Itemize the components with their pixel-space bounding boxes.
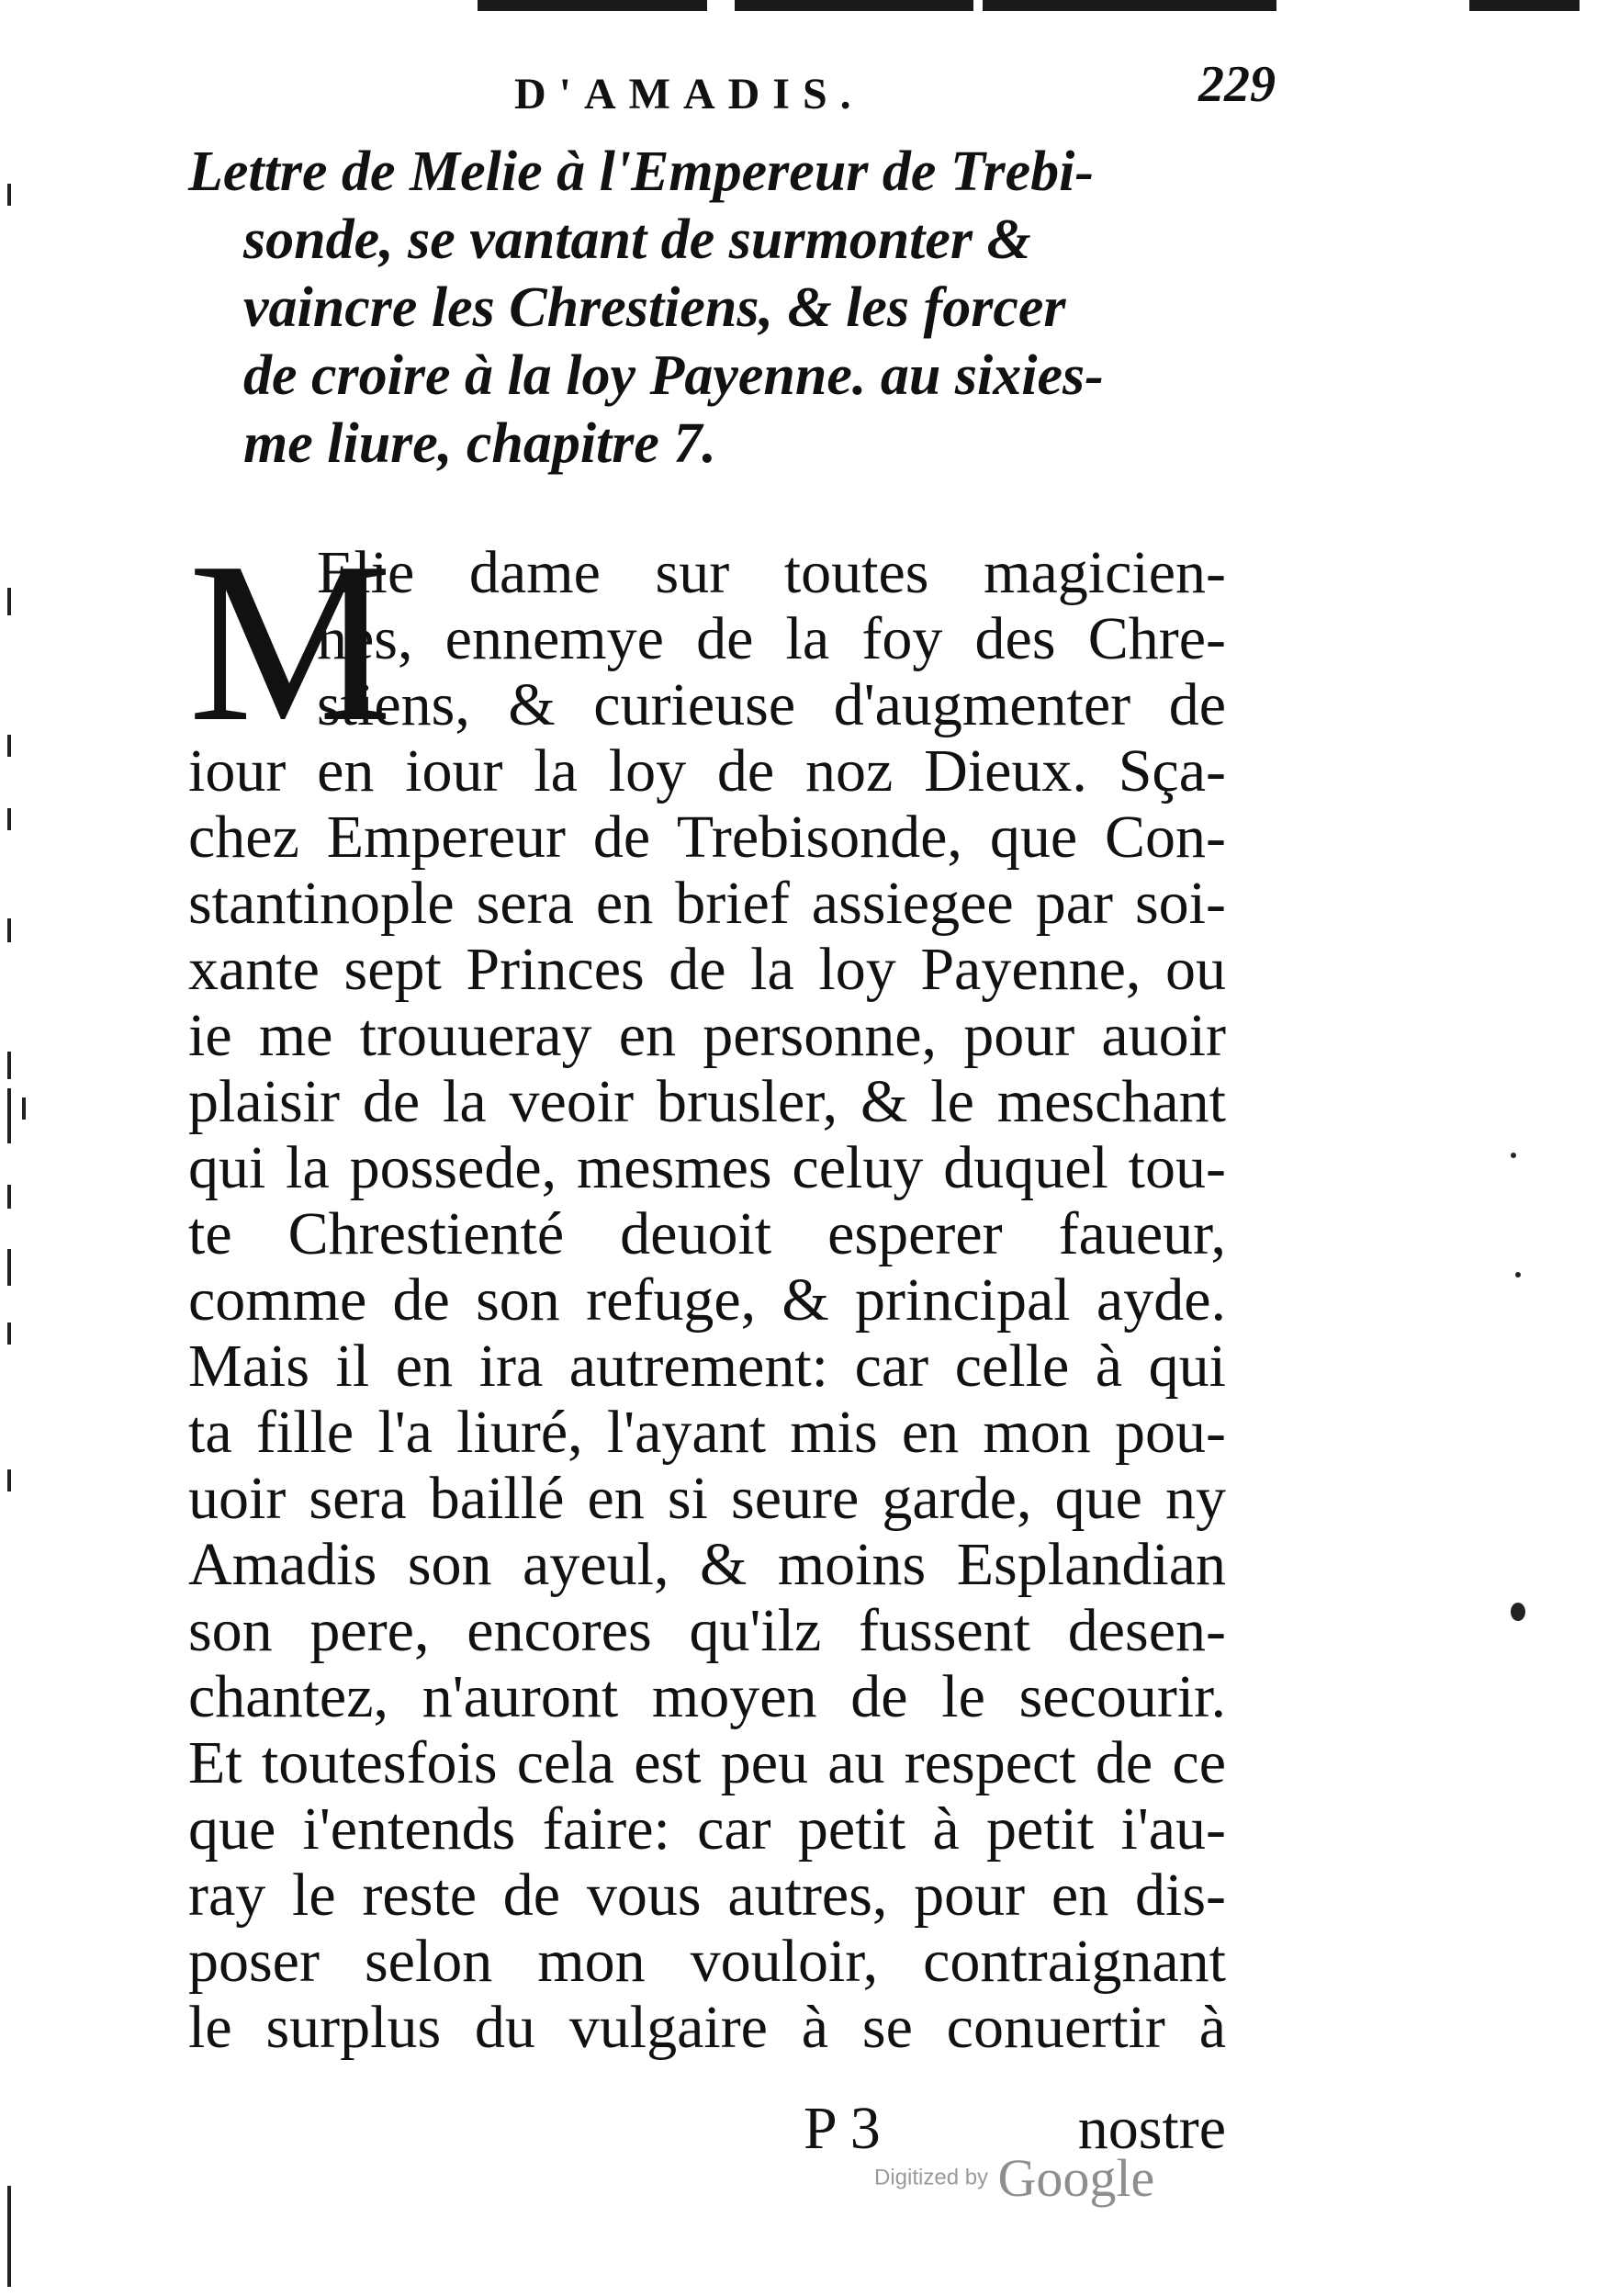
text-line: que i'entends faire: car petit à petit i'au- [188, 1795, 1226, 1863]
scan-artifact [1469, 0, 1580, 11]
text-line: Elie dame sur toutes magicien- [317, 539, 1226, 606]
text-line: ray le reste de vous autres, pour en dis- [188, 1862, 1226, 1929]
heading-line: me liure, chapitre 7. [243, 412, 716, 475]
letter-body [188, 515, 1226, 2061]
text-line: comme de son refuge, & principal ayde. [188, 1266, 1226, 1334]
text-line: qui la possede, mesmes celuy duquel tou- [188, 1134, 1226, 1201]
text-line: ta fille l'a liuré, l'ayant mis en mon pou- [188, 1399, 1226, 1466]
text-line: son pere, encores qu'ilz fussent desen- [188, 1597, 1226, 1664]
running-head: D'AMADIS. [514, 70, 864, 118]
margin-mark [7, 588, 11, 615]
margin-mark [7, 2186, 11, 2287]
drop-cap: M [188, 515, 393, 770]
margin-mark [7, 808, 11, 830]
text-line: stantinople sera en brief assiegee par soi- [188, 870, 1226, 937]
page-number: 229 [1198, 56, 1276, 113]
text-line: uoir sera baillé en si seure garde, que ny [188, 1465, 1226, 1532]
google-logo: Google [997, 2148, 1155, 2208]
text-line: nes, ennemye de la foy des Chre- [317, 605, 1226, 672]
margin-mark [7, 1052, 11, 1079]
text-line: stiens, & curieuse d'augmenter de [317, 671, 1226, 738]
scan-artifact [983, 0, 1276, 11]
text-line: chez Empereur de Trebisonde, que Con- [188, 804, 1226, 871]
heading-line: sonde, se vantant de surmonter & [243, 208, 1031, 271]
watermark-prefix: Digitized by [874, 2165, 989, 2190]
margin-mark [7, 1469, 11, 1491]
text-line: xante sept Princes de la loy Payenne, ou [188, 936, 1226, 1003]
text-line: poser selon mon vouloir, contraignant [188, 1928, 1226, 1995]
margin-speck [1511, 1603, 1525, 1621]
heading-line: Lettre de Melie à l'Empereur de Trebi- [188, 141, 1095, 203]
text-line: chantez, n'auront moyen de le secourir. [188, 1663, 1226, 1730]
margin-mark [7, 184, 11, 206]
scan-artifact [735, 0, 973, 11]
margin-mark [7, 735, 11, 757]
margin-speck [1511, 1153, 1516, 1158]
margin-mark [7, 1249, 11, 1286]
text-line: le surplus du vulgaire à se conuertir à [188, 1994, 1226, 2061]
signature-mark: P 3 [804, 2095, 881, 2162]
text-line: Mais il en ira autrement: car celle à qui [188, 1333, 1226, 1400]
margin-mark [7, 1088, 11, 1143]
text-line: iour en iour la loy de noz Dieux. Sça- [188, 737, 1226, 805]
text-line: ie me trouueray en personne, pour auoir [188, 1002, 1226, 1069]
margin-mark [22, 1097, 26, 1120]
text-line: Amadis son ayeul, & moins Esplandian [188, 1531, 1226, 1598]
heading-line: vaincre les Chrestiens, & les forcer [243, 276, 1066, 339]
text-line: Et toutesfois cela est peu au respect de ce [188, 1729, 1226, 1796]
margin-mark [7, 1322, 11, 1345]
digitized-watermark [874, 2147, 1154, 2209]
catchword: nostre [1077, 2095, 1226, 2162]
text-line: te Chrestienté deuoit esperer faueur, [188, 1200, 1226, 1267]
scan-artifact [478, 0, 707, 11]
chapter-heading [188, 138, 1235, 478]
text-line: plaisir de la veoir brusler, & le meschant [188, 1068, 1226, 1135]
margin-speck [1515, 1272, 1521, 1277]
margin-mark [7, 918, 11, 942]
heading-line: de croire à la loy Payenne. au sixies- [243, 344, 1104, 407]
margin-mark [7, 1185, 11, 1209]
